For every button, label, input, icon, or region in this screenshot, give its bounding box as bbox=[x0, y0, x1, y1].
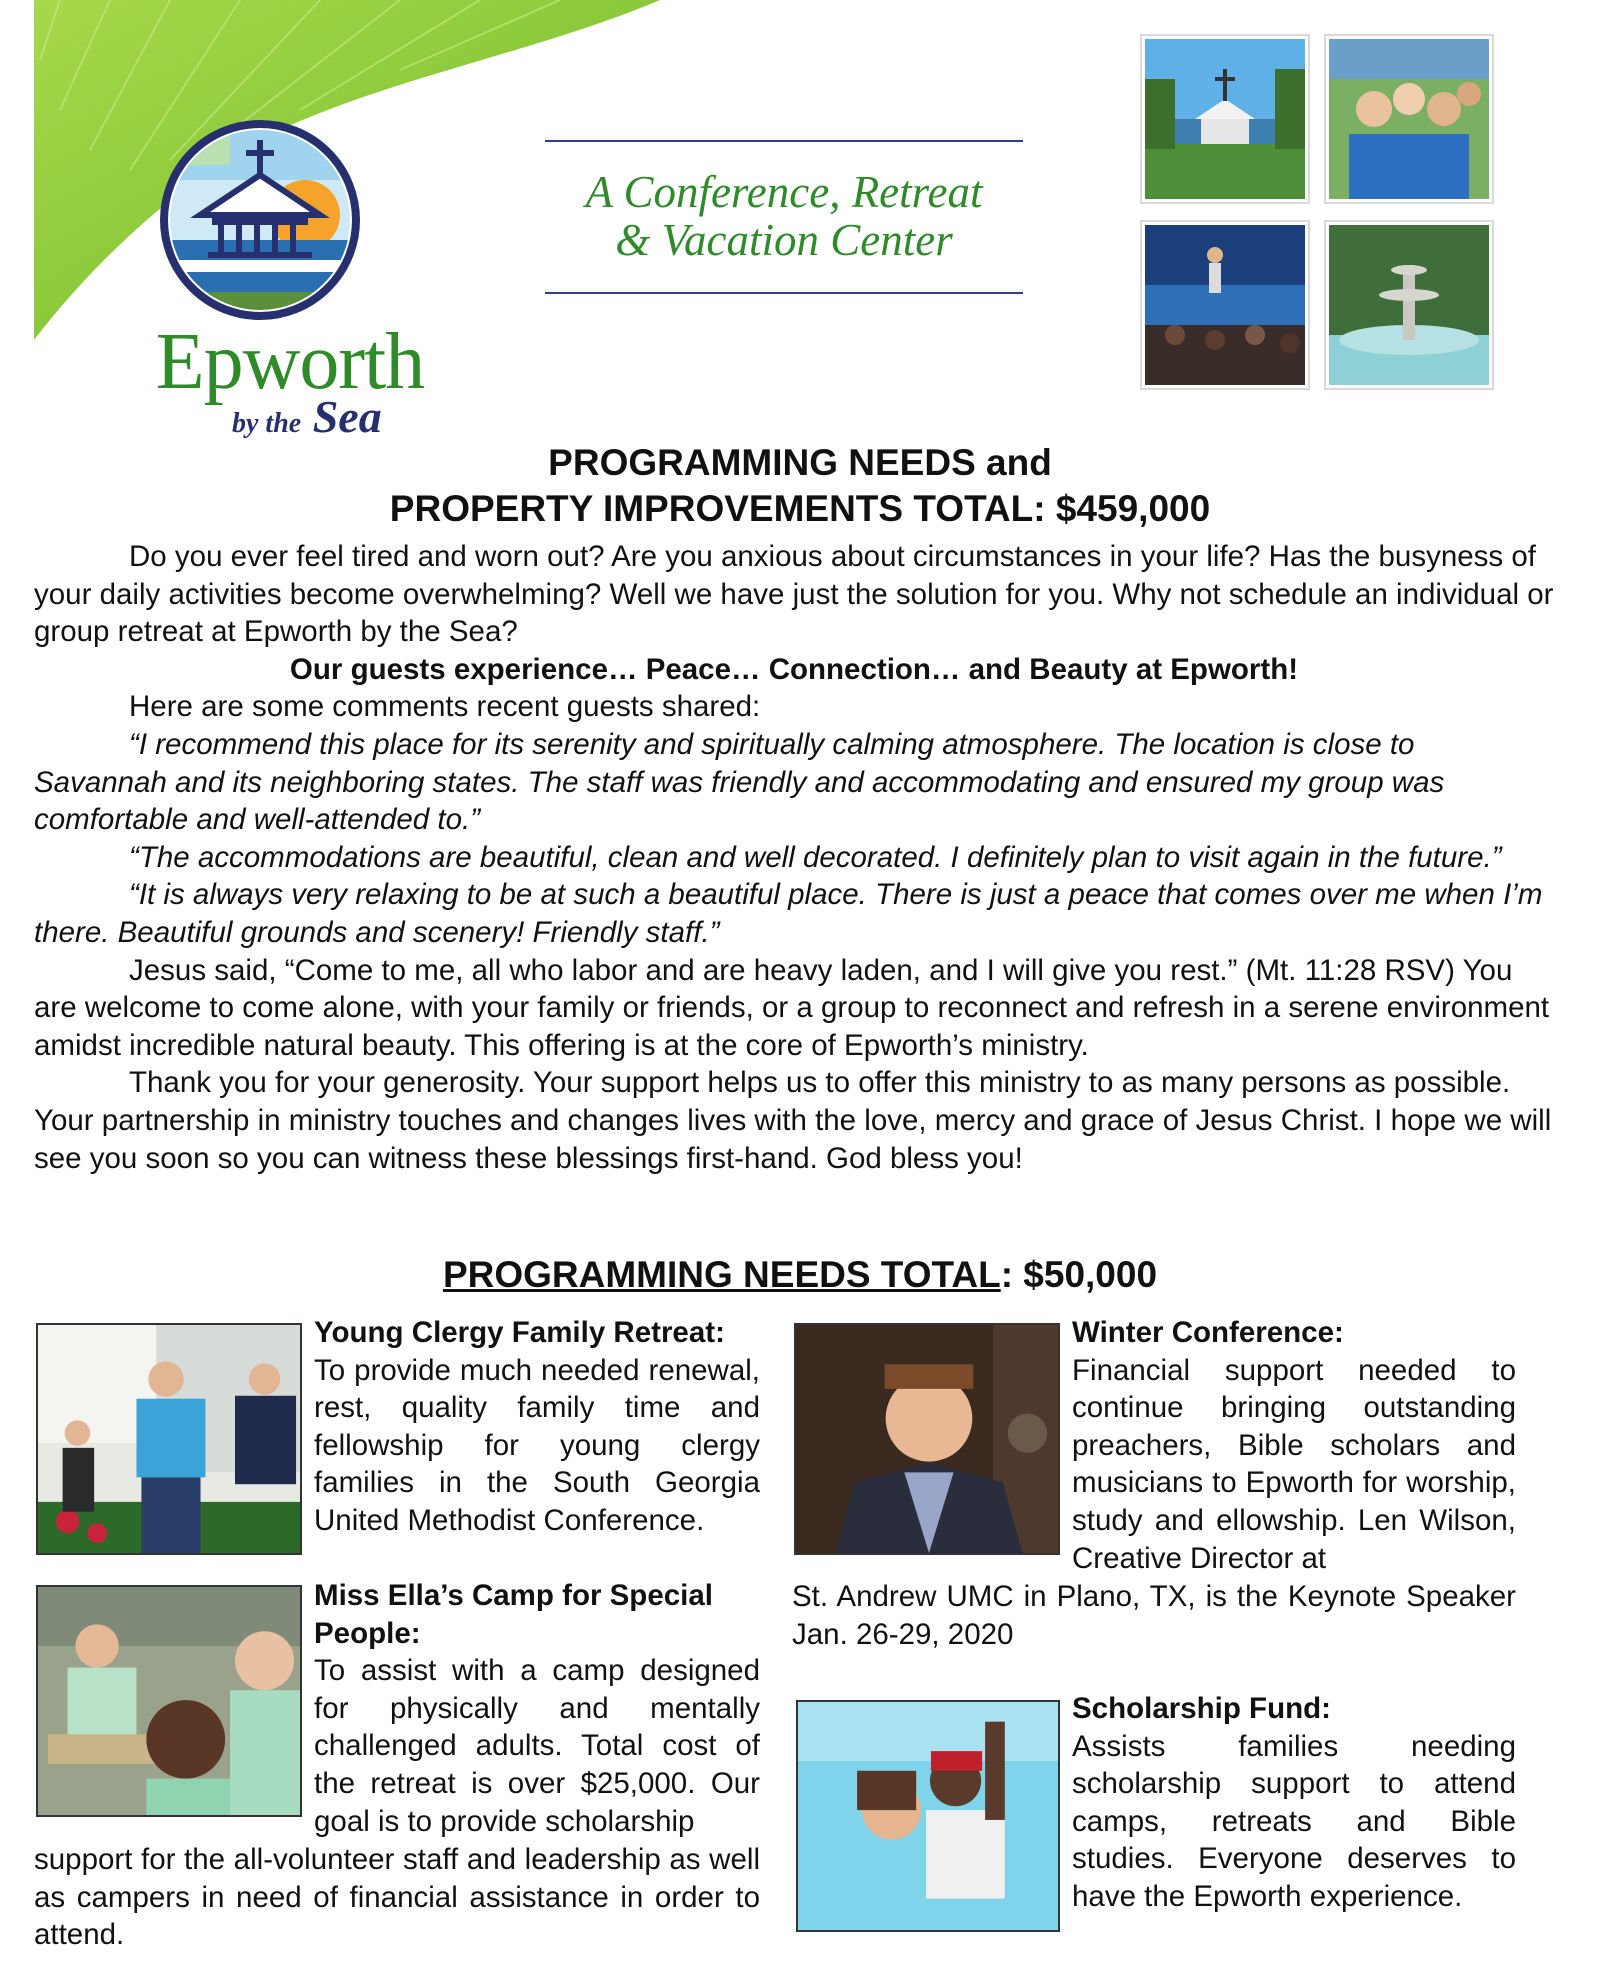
logo-wordmark: Epworth bbox=[155, 318, 425, 406]
guest-quote-2: “The accommodations are beautiful, clean and well decorated. I definitely plan to visit again in the future.” bbox=[129, 840, 1502, 874]
guest-quote-1: “I recommend this place for its serenity and spiritually calming atmosphere. The location is close to Savannah and its neighboring states. The staff was friendly and accommodating and ensured my group was comfortable and well-attended to.” bbox=[34, 727, 1445, 837]
item-winter-conference bbox=[1072, 1314, 1516, 1577]
worship-stage-photo bbox=[1140, 220, 1310, 390]
main-headline-line2: PROPERTY IMPROVEMENTS TOTAL: $459,000 bbox=[389, 488, 1211, 529]
item-winter-conference-continued: St. Andrew UMC in Plano, TX, is the Keynote Speaker Jan. 26-29, 2020 bbox=[792, 1580, 1516, 1651]
guest-experience-line: Our guests experience… Peace… Connection… and Beauty at Epworth! bbox=[289, 652, 1299, 686]
letter-body bbox=[34, 538, 1554, 1177]
programming-heading: PROGRAMMING NEEDS TOTAL: $50,000 bbox=[442, 1254, 1158, 1295]
main-headline-line1: PROGRAMMING NEEDS and bbox=[548, 442, 1052, 483]
guest-quote-3: “It is always very relaxing to be at such a beautiful place. There is just a peace that comes over me when I’m there. Beautiful grounds and scenery! Friendly staff.” bbox=[34, 878, 1543, 949]
intro-paragraph: Do you ever feel tired and worn out? Are you anxious about circumstances in your life? Has the busyness of your daily activities become overwhelming? Well we have just the solution for you. Why not schedule an individual or group retreat at Epworth by the Sea? bbox=[34, 540, 1554, 649]
item-title: Young Clergy Family Retreat: bbox=[314, 1316, 725, 1349]
item-miss-ella-continued: support for the all-volunteer staff and leadership as well as campers in need of financial assistance in order to attend. bbox=[34, 1843, 760, 1952]
item-description: Assists families needing scholarship support to attend camps, retreats and Bible studies. Everyone deserves to have the Epworth experience. bbox=[1072, 1729, 1516, 1913]
scripture-paragraph: Jesus said, “Come to me, all who labor and are heavy laden, and I will give you rest.” (Mt. 11:28 RSV) You are welcome to come alone, with your family or friends, or a group to reconnect and refresh in a serene environment amidst incredible natural beauty. This offering is at the core of Epworth’s ministry. bbox=[34, 953, 1550, 1062]
tagline-box bbox=[545, 140, 1023, 294]
clergy-family-photo bbox=[36, 1323, 302, 1555]
thank-you-paragraph: Thank you for your generosity. Your support helps us to offer this ministry to as many persons as possible. Your partnership in ministry touches and changes lives with the love, mercy and grace of Jesus Christ. I hope we will see you soon so you can witness these blessings first-hand. God bless you! bbox=[34, 1066, 1552, 1175]
gazebo-cross-photo bbox=[1140, 34, 1310, 204]
item-description: To provide much needed renewal, rest, quality family time and fellowship for young clergy families in the South Georgia United Methodist Conference. bbox=[314, 1353, 760, 1537]
tagline: A Conference, Retreat & Vacation Center bbox=[585, 167, 983, 265]
comments-intro: Here are some comments recent guests shared: bbox=[129, 690, 761, 724]
item-title: Miss Ella’s Camp for Special People: bbox=[314, 1579, 713, 1650]
logo-subtitle: by the Sea bbox=[232, 391, 382, 442]
fountain-photo bbox=[1324, 220, 1494, 390]
item-title: Winter Conference: bbox=[1072, 1316, 1344, 1349]
epworth-logo[interactable] bbox=[140, 110, 440, 440]
item-description: Financial support needed to continue bringing outstanding preachers, Bible scholars and musicians to Epworth for worship, study and ellowship. Len Wilson, Creative Director at bbox=[1072, 1353, 1516, 1575]
group-selfie-photo bbox=[1324, 34, 1494, 204]
speaker-portrait-photo bbox=[794, 1323, 1060, 1555]
item-scholarship-fund bbox=[1072, 1690, 1516, 1916]
item-description: To assist with a camp designed for physically and mentally challenged adults. Total cost of the retreat is over $25,000. Our goal is to provide scholarship bbox=[314, 1654, 760, 1838]
item-young-clergy bbox=[314, 1314, 760, 1540]
item-miss-ella-camp bbox=[314, 1577, 760, 1840]
camp-friends-photo bbox=[36, 1585, 302, 1817]
pool-kids-photo bbox=[796, 1700, 1060, 1932]
item-title: Scholarship Fund: bbox=[1072, 1692, 1331, 1725]
chapel-sunset-icon bbox=[160, 120, 360, 320]
